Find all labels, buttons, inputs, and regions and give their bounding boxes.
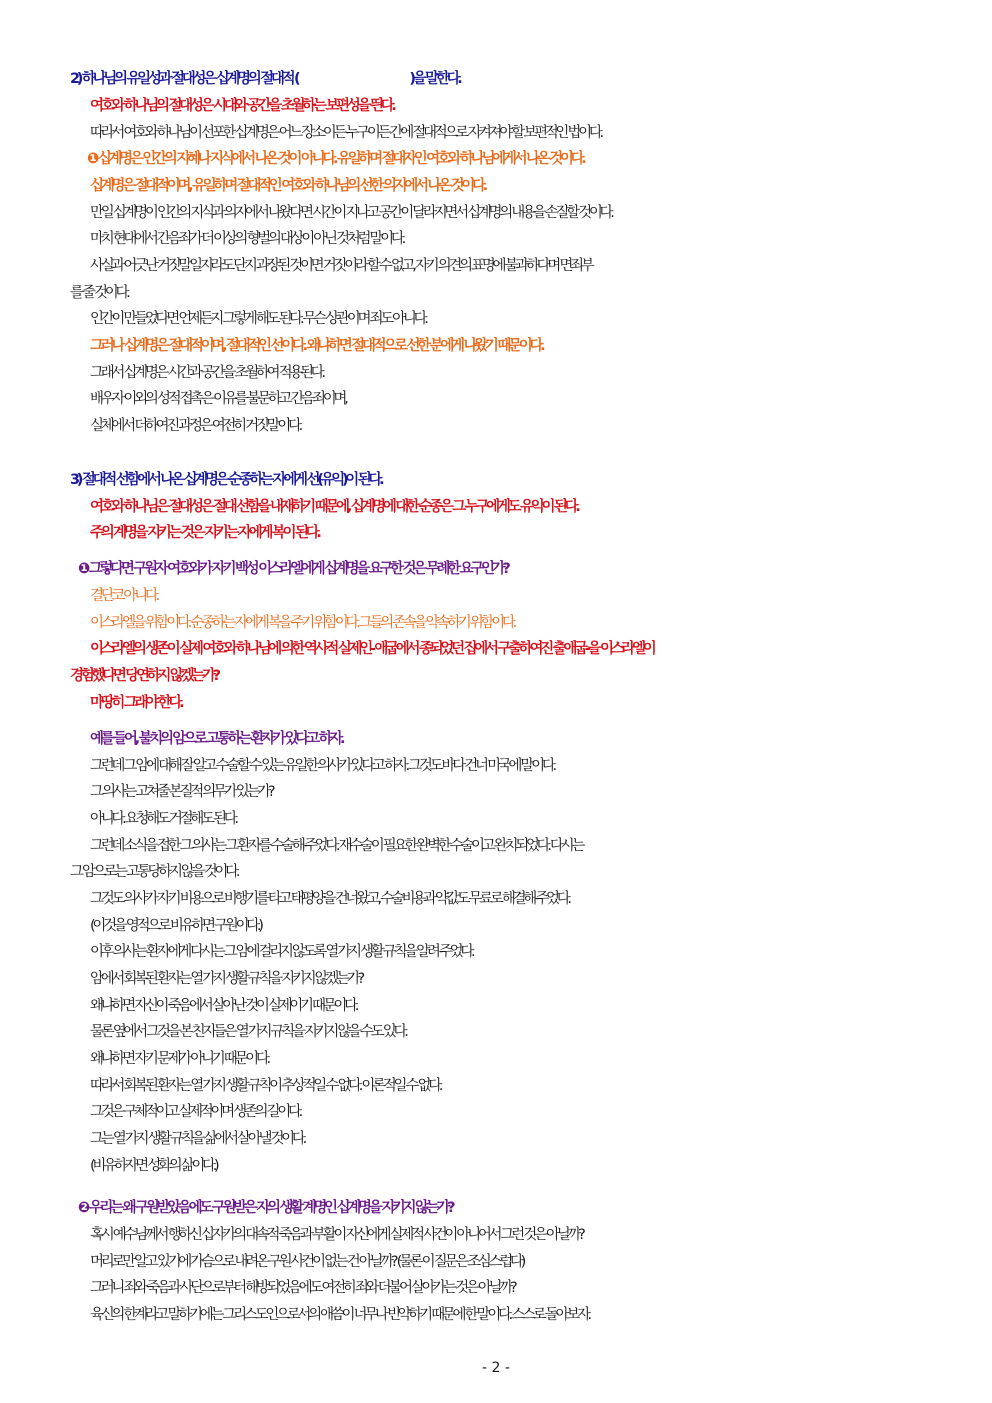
paragraph-line: 인간이 만들었다면 언제든지 그렇게 해도 된다. 무슨 상관이며 죄도 아니다. <box>90 311 426 327</box>
paragraph-line: 따라서 여호와 하나님이 선포한 십계명은 어느 장소이든 누구이든 간에 절대적으로 지켜져야 할 보편적인 법이다. <box>90 125 601 141</box>
paragraph-line: 혹시 예수님께서 행하신 십자가의 대속적 죽음과 부활이 자신에게 실제적 사건이 아니어서 그런 것은 아닐까? <box>90 1227 583 1243</box>
paragraph-line: 이스라엘을 위함이다. 순종하는 자에게 복을 주기 위함이다. 그들의 존속을 약속하기 위함이다. <box>90 615 514 631</box>
paragraph-line: 마치 현대에서 간음죄가 더 이상의 형벌의 대상이 아닌 것처럼 말이다. <box>90 231 403 247</box>
paragraph-line: 사실과 어긋난 거짓말일지라도 단지 과장된 것이면 거짓이라 할 수 없고, 자기 의견의 표명에 불과하다며 면죄부 <box>90 258 592 274</box>
paragraph-line: 여호와 하나님의 절대성은 시대와 공간을 초월하는 보편성을 띈다. <box>90 98 394 114</box>
section-2-heading-part-b: )을 말한다. <box>409 71 460 87</box>
paragraph-line: 이후 의사는 환자에게 다시는 그 암에 걸리지 않도록 열 가지 생활 규칙을 알려 주었다. <box>90 944 473 960</box>
paragraph-line: 여호와 하나님은 절대성은 절대 선함을 내재하기 때문에, 십계명에 대한 순종은 그 누구에게도 유익이 된다. <box>90 499 578 515</box>
question-1: ❶ 그렇다면 구원자 여호와가 자기 백성 이스라엘에게 십계명을 요구한 것은 무례한 요구인가? <box>78 561 508 577</box>
paragraph-line: 그래서 십계명은 시간과 공간을 초월하여 적용된다. <box>90 365 323 381</box>
paragraph-line: 만일 십계명이 인간의 지식과 의지에서 나왔다면 시간이 지나고 공간이 달라지면서 십계명의 내용을 손질할 것이다. <box>90 205 612 221</box>
section-2-heading <box>70 69 952 89</box>
paragraph-line: 그는 열 가지 생활 규칙을 삶에서 살아낼 것이다. <box>90 1131 304 1147</box>
paragraph-line: 경험했다면 당연하지 않겠는가? <box>70 668 218 684</box>
paragraph-line: 그것도 의사가 자기 비용으로 비행기를 타고 태평양을 건너왔고, 수술비용과 약값도 무료로 해결해 주었다. <box>90 891 569 907</box>
paragraph-line: 그러니 죄와 죽음과 사단으로부터 해방되었음에도 여전히 죄와 더불어 살아가는 것은 아닐까? <box>90 1280 515 1296</box>
paragraph-line: 물론 옆에서 그것을 본 친지들은 열 가지 규칙을 지키지 않을 수도 있다. <box>90 1024 406 1040</box>
paragraph-line: 아니다. 요청해도 거절해도 된다. <box>90 811 236 827</box>
paragraph-line: 마땅히 그래야 한다. <box>90 695 182 711</box>
paragraph-line: 그러나 십계명은 절대적이며, 절대적인 선이다. 왜냐하면 절대적으로 선한 분에게 나왔기 때문이다. <box>90 338 543 354</box>
paragraph-line: 그것은 구체적이고 실제적이며 생존의 길이다. <box>90 1104 300 1120</box>
section-2-heading-part-a: 2) 하나님의 유일성과 절대성은 십계명의 절대적 ( <box>70 71 298 87</box>
paragraph-line: 배우자 이외의 성적 접촉은 이유를 불문하고 간음죄이며, <box>90 391 346 407</box>
paragraph-line: 그 의사는 고쳐줄 본질적 의무가 있는가? <box>90 784 273 800</box>
paragraph-line: 를 줄 것이다. <box>70 285 128 301</box>
paragraph-line: 머리로만 알고 있기에 가슴으로 내려온 구원 사건이 없는 건 아닐까? (물론 이 질문은 조심스럽다) <box>90 1254 523 1270</box>
paragraph-line: 왜냐하면 자기 문제가 아니기 때문이다. <box>90 1051 268 1067</box>
paragraph-line: 주의 계명을 지키는 것은 지키는 자에게 복이 된다. <box>90 525 319 541</box>
paragraph-line: 그 암으로는 고통당하지 않을 것이다. <box>70 864 238 880</box>
question-2: ❷ 우리는 왜 구원받았음에도 구원받은 자의 생활 계명인 십계명을 지키지 않는가? <box>78 1200 453 1216</box>
paragraph-line: 육신의 한계라고 말하기에는 그리스도인으로서의 애씀이 너무나 빈약하기 때문에 한 말이다. 스스로 돌아보자. <box>90 1307 589 1323</box>
paragraph-line: 왜냐하면 자신이 죽음에서 살아난 것이 실제이기 때문이다. <box>90 998 357 1014</box>
paragraph-line: 결단코 아니다. <box>90 588 157 604</box>
paragraph-line: 예를 들어, 불치의 암으로 고통하는 환자가 있다고 하자. <box>90 731 343 747</box>
section-3-heading: 3) 절대적 선함에서 나온 십계명은 순종하는 자에게 선(유익)이 된다. <box>70 472 382 488</box>
paragraph-line: 그런데 소식을 접한 그 의사는 그 환자를 수술해 주었다. 재수술이 필요한 완벽한 수술이고 완치되었다. 다시는 <box>90 838 583 854</box>
paragraph-line: (이것을 영적으로 비유하면 구원이다.) <box>90 918 261 934</box>
page-number: - 2 - <box>482 1360 510 1376</box>
paragraph-line: 암에서 회복된 환자는 열 가지 생활 규칙을 지키지 않겠는가? <box>90 971 362 987</box>
paragraph-line: 따라서 회복된 환자는 열 가지 생활 규칙이 추상적일 수 없다. 이론적일 수 없다. <box>90 1078 441 1094</box>
paragraph-line: ❶ 십계명은 인간의 지혜나 지식에서 나온 것이 아니다. 유일하며 절대자인 여호와 하나님에게서 나온 것이다. <box>87 151 584 167</box>
paragraph-line: (비유하자면 성화의 삶이다.) <box>90 1158 217 1174</box>
paragraph-line: 십계명은 절대적이며, 유일하며 절대적인 여호와 하나님의 선한 의지에서 나온 것이다. <box>90 178 485 194</box>
paragraph-line: 이스라엘의 생존이 실제 여호와 하나님에 의한 역사적 실제인- 애굽에서 종되었던 집에서 구출하여진 출애굽-을 이스라엘이 <box>90 641 654 657</box>
paragraph-line: 그런데 그 암에 대해 잘 알고 수술할 수 있는 유일한 의사가 있다고 하자. 그것도 바다 건너 미국에 말이다. <box>90 758 554 774</box>
paragraph-line: 실체에서 더하여진 과정은 여전히 거짓말이다. <box>90 418 300 434</box>
